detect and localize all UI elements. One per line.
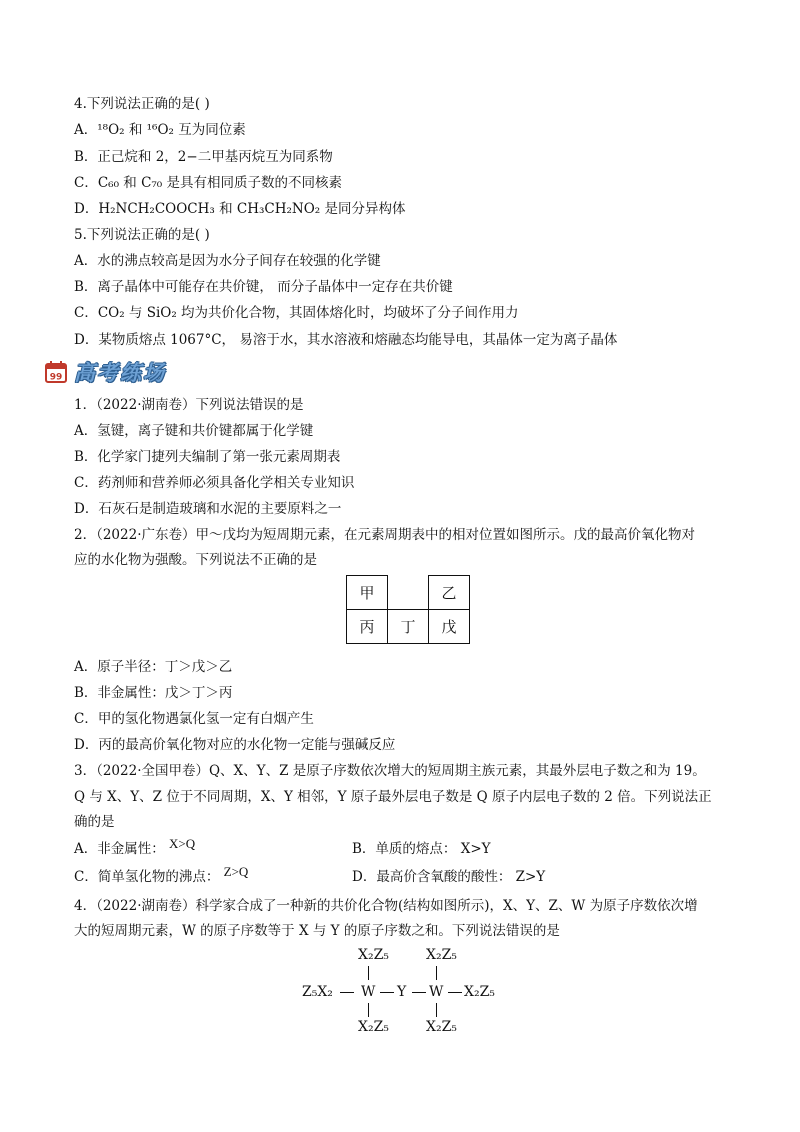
cell-empty: [388, 576, 429, 610]
p1-option-a: A．氢键，离子键和共价键都属于化学键: [74, 423, 314, 439]
molecule-structure: [300, 947, 500, 1037]
p1-option-c: C．药剂师和营养师必须具备化学相关专业知识: [74, 475, 355, 491]
p3-option-b: B．单质的熔点： X>Y: [352, 841, 491, 857]
p4-stem-line1: 4．（2022·湖南卷）科学家合成了一种新的共价化合物(结构如图所示)，X、Y、Z、W 为原子序数依次增: [74, 898, 698, 914]
q4-option-c: C．C₆₀ 和 C₇₀ 是具有相同质子数的不同核素: [74, 175, 343, 191]
section-title: 高考练场: [74, 361, 166, 385]
p2-stem-line1: 2．（2022·广东卷）甲～戊均为短周期元素，在元素周期表中的相对位置如图所示。戊的最高价氧化物对: [74, 527, 695, 543]
p3-stem-line2: Q 与 X、Y、Z 位于不同周期，X、Y 相邻，Y 原子最外层电子数是 Q 原子内层电子数的 2 倍。下列说法正: [74, 789, 712, 805]
bond-right: [448, 992, 462, 993]
bond-bottom-right: [436, 1003, 437, 1017]
p2-option-b: B．非金属性：戊＞丁＞丙: [74, 685, 233, 701]
cell-jia: 甲: [347, 576, 388, 610]
struct-w-right: W: [429, 984, 444, 1000]
p3-option-c-value: Z>Q: [223, 864, 249, 879]
calendar-icon: [44, 360, 68, 384]
periodic-position-table: [346, 575, 470, 644]
p3-option-a-label: A．非金属性：: [74, 841, 165, 857]
q5-option-c: C．CO₂ 与 SiO₂ 均为共价化合物，其固体熔化时，均破坏了分子间作用力: [74, 305, 519, 321]
p3-stem-line1: 3．（2022·全国甲卷）Q、X、Y、Z 是原子序数依次增大的短周期主族元素，其最外层电子数之和为 19。: [74, 763, 706, 779]
p1-option-d: D．石灰石是制造玻璃和水泥的主要原料之一: [74, 501, 342, 517]
q4-stem: 4.下列说法正确的是( ): [74, 96, 210, 112]
q5-option-b: B．离子晶体中可能存在共价键， 而分子晶体中一定存在共价键: [74, 279, 453, 295]
struct-w-left: W: [361, 984, 376, 1000]
p2-option-c: C．甲的氢化物遇氯化氢一定有白烟产生: [74, 711, 314, 727]
p3-option-a: [74, 836, 196, 859]
p3-option-a-value: X>Q: [169, 836, 196, 851]
bond-left: [340, 992, 354, 993]
calendar-icon-number: 99: [49, 372, 63, 383]
struct-left-group: Z₅X₂: [302, 984, 333, 1000]
section-banner: [44, 358, 166, 386]
q5-stem: 5.下列说法正确的是( ): [74, 227, 210, 243]
bond-top-left: [368, 966, 369, 980]
struct-bottom-right-group: X₂Z₅: [426, 1019, 457, 1035]
struct-top-left-group: X₂Z₅: [358, 947, 389, 963]
struct-right-group: X₂Z₅: [464, 984, 495, 1000]
q4-option-d: D．H₂NCH₂COOCH₃ 和 CH₃CH₂NO₂ 是同分异构体: [74, 201, 406, 217]
struct-bottom-left-group: X₂Z₅: [358, 1019, 389, 1035]
q5-option-a: A．水的沸点较高是因为水分子间存在较强的化学键: [74, 253, 381, 269]
p3-stem-line3: 确的是: [74, 814, 115, 830]
p1-stem: 1．（2022·湖南卷）下列说法错误的是: [74, 397, 304, 413]
bond-w-y-left: [380, 992, 394, 993]
bond-bottom-left: [368, 1003, 369, 1017]
q4-option-a: A．¹⁸O₂ 和 ¹⁶O₂ 互为同位素: [74, 122, 246, 138]
p2-stem-line2: 应的水化物为强酸。下列说法不正确的是: [74, 552, 317, 568]
p1-option-b: B．化学家门捷列夫编制了第一张元素周期表: [74, 449, 341, 465]
p2-option-d: D．丙的最高价氧化物对应的水化物一定能与强碱反应: [74, 737, 396, 753]
p2-option-a: A．原子半径：丁＞戊＞乙: [74, 659, 233, 675]
struct-y: Y: [397, 984, 407, 1000]
q4-option-b: B．正己烷和 2，2−二甲基丙烷互为同系物: [74, 149, 333, 165]
p3-option-c-label: C．简单氢化物的沸点：: [74, 869, 220, 885]
struct-top-right-group: X₂Z₅: [426, 947, 457, 963]
cell-wu: 戊: [429, 610, 470, 644]
p3-option-c: [74, 864, 249, 887]
bond-top-right: [436, 966, 437, 980]
cell-bing: 丙: [347, 610, 388, 644]
p3-option-d: D．最高价含氧酸的酸性： Z>Y: [352, 869, 546, 885]
cell-ding: 丁: [388, 610, 429, 644]
p4-stem-line2: 大的短周期元素，W 的原子序数等于 X 与 Y 的原子序数之和。下列说法错误的是: [74, 923, 560, 939]
cell-yi: 乙: [429, 576, 470, 610]
bond-w-y-right: [412, 992, 426, 993]
q5-option-d: D．某物质熔点 1067°C， 易溶于水，其水溶液和熔融态均能导电，其晶体一定为离子晶体: [74, 332, 618, 348]
